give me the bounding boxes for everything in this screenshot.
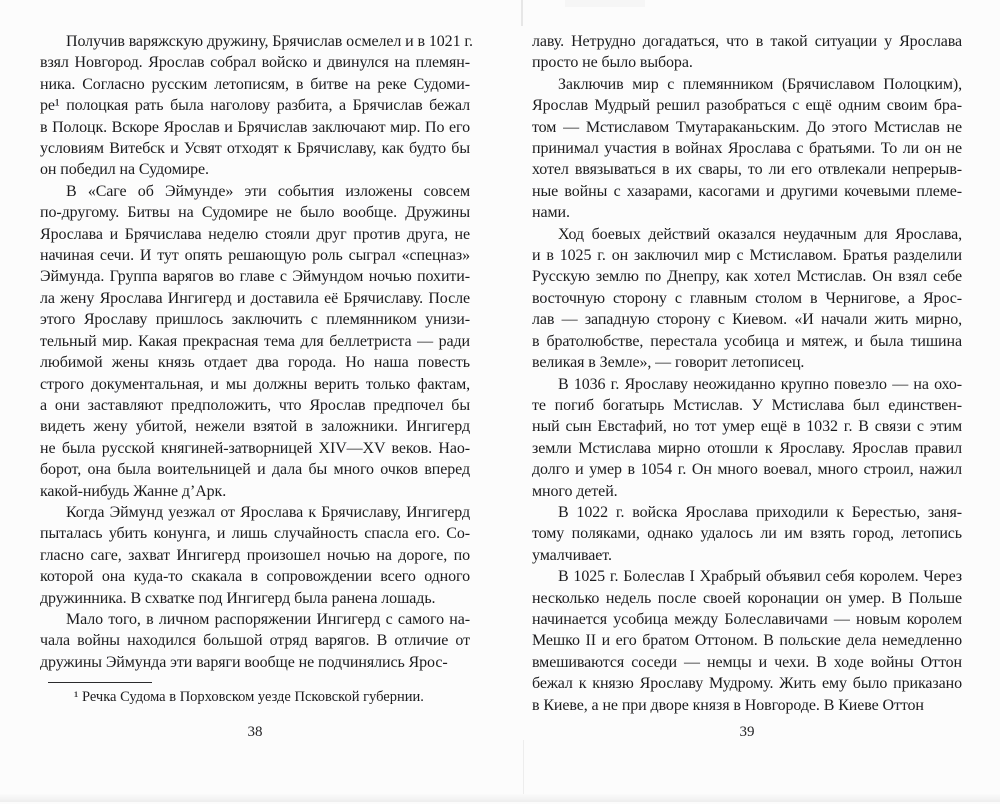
text-line: в Киеве, а не при дворе князя в Новгороде. В Киеве Оттон (532, 696, 924, 714)
text-line: принимал участия в войнах Ярослава с братьями. То ли он не (532, 140, 962, 158)
footnote-text: ¹ Речка Судома в Порховском уезде Псковской губернии. (74, 689, 424, 705)
text-line: чала войны находился большой отряд варягов. В отличие от (40, 632, 470, 650)
text-line: много детей. (532, 482, 618, 500)
text-line: ный сын Евстафий, но тот умер ещё в 1032 г. В связи с этим (532, 418, 962, 436)
text-line: тельный мир. Какая прекрасная тема для беллетриста — ради (40, 332, 470, 350)
paragraph (532, 502, 962, 566)
text-line: тому поляками, однако удалось ли им взять город, летопись (532, 525, 962, 543)
text-line: В 1022 г. войска Ярослава приходили к Берестью, заня- (558, 503, 962, 521)
paragraph (532, 74, 962, 224)
text-line: не была русской княгиней-затворницей XIV—XV веков. Нао- (40, 439, 470, 457)
gutter-crease-bottom (523, 740, 524, 794)
text-line: великая в Земле», — говорит летописец. (532, 354, 805, 372)
text-line: том — Мстиславом Тмутараканьским. До этого Мстислав не (532, 118, 962, 136)
paragraph (532, 566, 962, 716)
text-line: ника. Согласно русским летописям, в битве на реке Судоми- (40, 75, 470, 93)
paragraph (40, 502, 470, 609)
text-line: Эймунда. Группа варягов во главе с Эймундом ночью похити- (40, 268, 470, 286)
text-line: и в 1025 г. он заключил мир с Мстиславом. Братья разделили (532, 247, 962, 265)
page-bottom-edge-shadow (0, 794, 1000, 802)
text-line: бежал к князю Ярославу Мудрому. Жить ему было приказано (532, 675, 962, 693)
text-line: в Полоцк. Вскоре Ярослав и Брячислав заключают мир. По его (40, 118, 470, 136)
text-line: пыталась убить конунга, и лишь случайность спасла его. Со- (40, 525, 470, 543)
text-line: он победил на Судомире. (40, 161, 209, 179)
footnote-separator-rule (48, 682, 152, 683)
paragraph (532, 31, 962, 74)
text-line: лав — западную сторону с Киевом. «И начали жить мирно, (532, 311, 962, 329)
text-line: Когда Эймунд уезжал от Ярослава к Брячиславу, Ингигерд (66, 503, 470, 521)
text-line: начиная сечи. И тут опять решающую роль сыграл «спецназ» (40, 247, 470, 265)
text-line: Ярослава и Брячислава неделю стояли друг против друга, не (40, 225, 470, 243)
text-line: по-другому. Битвы на Судомире не было вообще. Дружины (40, 204, 470, 222)
text-line: хотел ввязываться в их свары, то ли его отвлекали непрерыв- (532, 161, 962, 179)
text-line: любимой жены князь отдает два города. Но наша повесть (40, 354, 470, 372)
text-line: начинается усобица между Болеславичами — новым королем (532, 610, 962, 628)
text-line: долго и умер в 1054 г. Он много воевал, много строил, нажил (532, 461, 962, 479)
text-line: а они заставляют предположить, что Ярослав предпочел бы (40, 396, 470, 414)
text-line: дружины Эймунда эти варяги вообще не подчинялись Ярос- (40, 653, 448, 671)
paragraph (40, 31, 473, 181)
text-line: земли Мстислава мирно отошли к Ярославу. Ярослав правил (532, 439, 962, 457)
text-line: в братолюбстве, перестала усобица и мятеж, и была тишина (532, 332, 962, 350)
text-line: видеть жену убитой, нежели взятой в заложники. Ингигерд (40, 418, 470, 436)
footnote (40, 682, 470, 707)
text-line: умалчивает. (532, 546, 612, 564)
left-page-text (40, 31, 473, 673)
text-line: лаву. Нетрудно догадаться, что в такой ситуации у Ярослава (532, 33, 962, 50)
text-line: этого Ярославу пришлось заключить с племянником унизи- (40, 311, 470, 329)
text-line: гласно саге, захват Ингигерд произошел ночью на дороге, по (40, 546, 470, 564)
text-line: Получив варяжскую дружину, Брячислав осмелел и в 1021 г. (66, 33, 473, 50)
text-line: борот, она была воительницей и дала бы много очков вперед (40, 461, 470, 479)
gutter-crease-top (521, 0, 523, 26)
text-line: вмешиваются соседи — немцы и чехи. В ходе войны Оттон (532, 653, 962, 671)
text-line: дружинника. В схватке под Ингигерд была ранена лошадь. (40, 589, 436, 607)
text-line: какой-нибудь Жанне д’Арк. (40, 482, 227, 500)
paragraph (532, 224, 962, 374)
text-line: ла жену Ярослава Ингигерд и доставила её Брячиславу. После (40, 289, 470, 307)
text-line: Заключив мир с племянником (Брячиславом Полоцким), (558, 75, 962, 93)
text-line: ре¹ полоцкая рать была наголову разбита, а Брячислав бежал (40, 97, 470, 115)
text-line: Мешко II и его братом Оттоном. В польские дела немедленно (532, 632, 962, 650)
text-line: Мало того, в личном распоряжении Ингигерд с самого на- (66, 610, 470, 628)
text-line: Русскую землю по Днепру, как хотел Мстислав. Он взял себе (532, 268, 962, 286)
paragraph (532, 374, 962, 502)
text-line: Ход боевых действий оказался неудачным для Ярослава, (558, 225, 962, 243)
scan-artifact-smudge (565, 0, 645, 7)
text-line: нами. (532, 204, 570, 222)
paragraph (40, 181, 470, 502)
text-line: восточную сторону с главным столом в Чернигове, а Ярос- (532, 289, 962, 307)
right-page-text (532, 31, 962, 716)
text-line: просто не было выбора. (532, 54, 693, 72)
text-line: условиям Витебск и Усвят отходят к Брячиславу, как будто бы (40, 140, 470, 158)
left-page-number: 38 (247, 724, 263, 740)
text-line: В «Саге об Эймунде» эти события изложены совсем (66, 182, 470, 200)
text-line: В 1025 г. Болеслав I Храбрый объявил себя королем. Через (558, 568, 962, 586)
right-page-number: 39 (739, 724, 755, 740)
text-line: взял Новгород. Ярослав собрал войско и двинулся на племян- (40, 54, 470, 72)
text-line: Ярослав Мудрый решил разобраться с ещё одним своим бра- (532, 97, 962, 115)
text-line: ные войны с хазарами, касогами и другими кочевыми племе- (532, 182, 962, 200)
text-line: В 1036 г. Ярославу неожиданно крупно повезло — на охо- (558, 375, 962, 393)
text-line: которой она куда-то скакала в сопровождении всего одного (40, 568, 470, 586)
text-line: те погиб богатырь Мстислав. У Мстислава был единствен- (532, 396, 962, 414)
paragraph (40, 609, 470, 673)
text-line: несколько недель после своей коронации он умер. В Польше (532, 589, 962, 607)
text-line: строго документальная, и мы должны верить только фактам, (40, 375, 470, 393)
